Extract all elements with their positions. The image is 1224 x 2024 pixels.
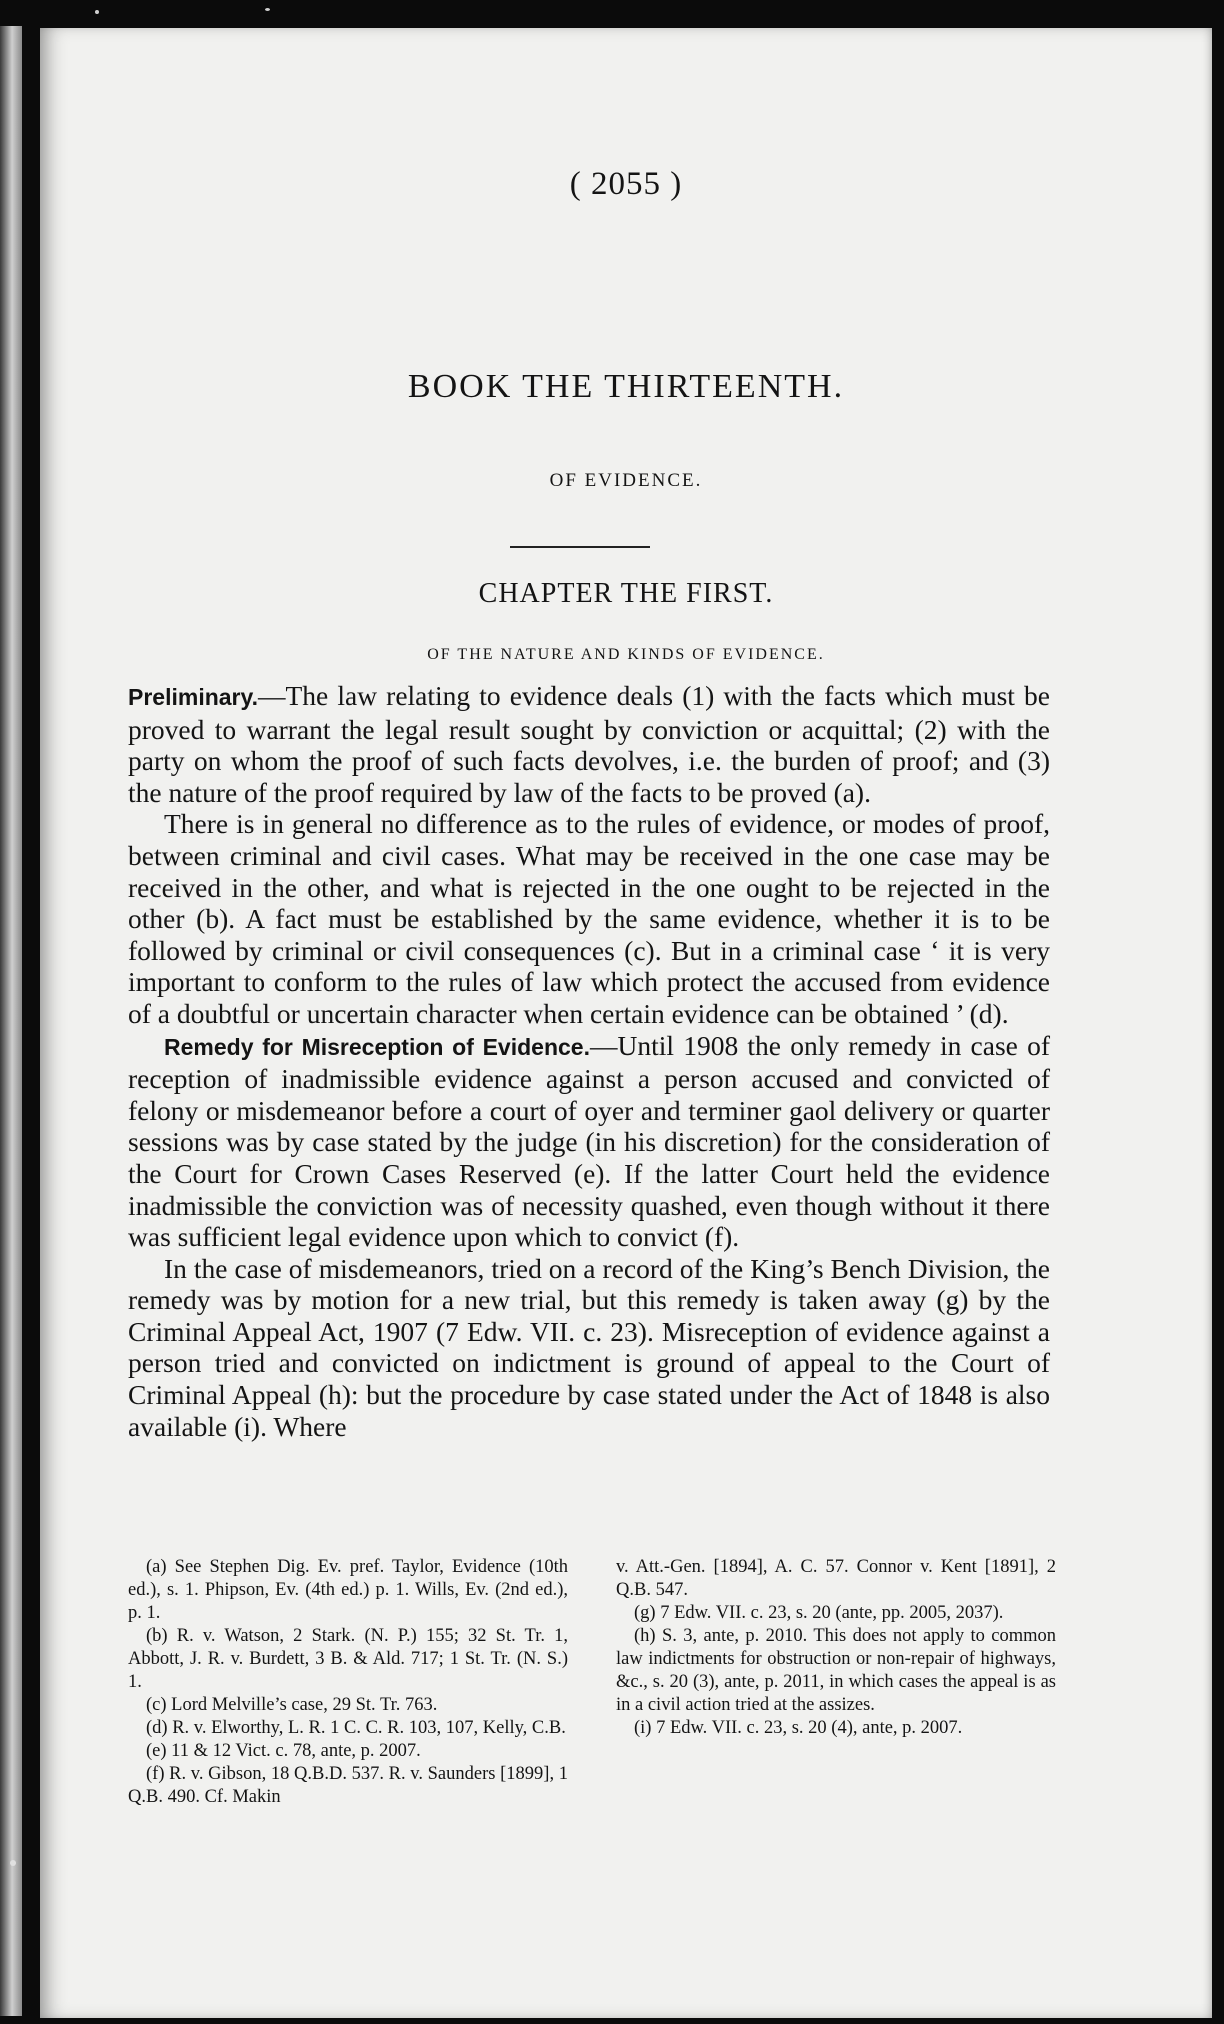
side-heading-preliminary: Preliminary. bbox=[128, 684, 258, 710]
footnote-a: (a) See Stephen Dig. Ev. pref. Taylor, Evidence (10th ed.), s. 1. Phipson, Ev. (4th ed.) p. 1. Wills, Ev. (2nd ed.), p. 1. bbox=[128, 1557, 568, 1623]
paragraph-preliminary bbox=[128, 680, 1050, 808]
page-number: ( 2055 ) bbox=[569, 166, 683, 202]
footnote-c: (c) Lord Melville’s case, 29 St. Tr. 763. bbox=[146, 1695, 438, 1715]
footnote-d: (d) R. v. Elworthy, L. R. 1 C. C. R. 103, 107, Kelly, C.B. bbox=[146, 1718, 566, 1738]
footnote-b: (b) R. v. Watson, 2 Stark. (N. P.) 155; 32 St. Tr. 1, Abbott, J. R. v. Burdett, 3 B. & Ald. 717; 1 St. Tr. (N. S.) 1. bbox=[128, 1626, 568, 1692]
side-heading-remedy: Remedy for Misreception of Evidence. bbox=[164, 1033, 590, 1060]
footnote-f-continued: v. Att.-Gen. [1894], A. C. 57. Connor v. Kent [1891], 2 Q.B. 547. bbox=[616, 1557, 1056, 1600]
paragraph-text: In the case of misdemeanors, tried on a record of the King’s Bench Division, the remedy was by motion for a new trial, but this remedy is taken away (g) by the Criminal Appeal Act, 1907 (7 Edw. VII. c. 23). Misreception of evidence against a person tried and convicted on indictment is ground of appeal to the Court of Criminal Appeal (h): but the procedure by case stated under the Act of 1848 is also available (i). Where bbox=[128, 1252, 1050, 1442]
paragraph-misdemeanors bbox=[128, 1253, 1050, 1443]
book-page bbox=[40, 28, 1212, 2018]
paragraph-text: There is in general no difference as to the rules of evidence, or modes of proof, between criminal and civil cases. What may be received in the one case may be received in the other, and what is rejected in the one ought to be rejected in the other (b). A fact must be established by the same evidence, whether it is to be followed by criminal or civil consequences (c). But in a criminal case ‘ it is very important to conform to the rules of law which protect the accused from evidence of a doubtful or uncertain character when certain evidence can be obtained ’ (d). bbox=[128, 808, 1050, 1029]
footnote-g: (g) 7 Edw. VII. c. 23, s. 20 (ante, pp. 2005, 2037). bbox=[634, 1603, 1004, 1623]
footnote-e: (e) 11 & 12 Vict. c. 78, ante, p. 2007. bbox=[146, 1741, 421, 1761]
chapter-subtitle: OF THE NATURE AND KINDS OF EVIDENCE. bbox=[427, 646, 825, 663]
scan-speck bbox=[265, 8, 270, 11]
footnotes-left-column bbox=[128, 1556, 568, 1809]
title-rule bbox=[510, 546, 650, 548]
footnotes bbox=[128, 1556, 1056, 1809]
footnote-h: (h) S. 3, ante, p. 2010. This does not apply to common law indictments for obstruction or non-repair of highways, &c., s. 20 (3), ante, p. 2011, in which cases the appeal is as in a civil action tried at the assizes. bbox=[616, 1626, 1056, 1715]
body-text bbox=[128, 680, 1050, 1442]
footnote-i: (i) 7 Edw. VII. c. 23, s. 20 (4), ante, p. 2007. bbox=[634, 1718, 963, 1738]
scan-speck bbox=[95, 10, 99, 14]
scan-speck bbox=[10, 1860, 16, 1866]
paragraph-text: —Until 1908 the only remedy in case of reception of inadmissible evidence against a person accused and convicted of felony or misdemeanor before a court of oyer and terminer gaol delivery or quarter sessions was by case stated by the judge (in his discretion) for the consideration of the Court for Crown Cases Reserved (e). If the latter Court held the evidence inadmissible the conviction was of necessity quashed, even though without it there was sufficient legal evidence upon which to convict (f). bbox=[128, 1029, 1050, 1253]
paragraph-text: —The law relating to evidence deals (1) with the facts which must be proved to warrant the legal result sought by conviction or acquittal; (2) with the party on whom the proof of such facts devolves, i.e. the burden of proof; and (3) the nature of the proof required by law of the facts to be proved (a). bbox=[128, 680, 1050, 808]
footnotes-right-column bbox=[616, 1556, 1056, 1809]
paragraph-remedy bbox=[128, 1030, 1050, 1253]
paragraph-rules-of-evidence bbox=[128, 808, 1050, 1029]
chapter-title: CHAPTER THE FIRST. bbox=[478, 578, 774, 609]
book-title: BOOK THE THIRTEENTH. bbox=[407, 368, 845, 405]
book-subtitle: OF EVIDENCE. bbox=[549, 470, 703, 491]
footnote-f: (f) R. v. Gibson, 18 Q.B.D. 537. R. v. Saunders [1899], 1 Q.B. 490. Cf. Makin bbox=[128, 1764, 568, 1807]
adjacent-page-edge bbox=[0, 26, 22, 2016]
